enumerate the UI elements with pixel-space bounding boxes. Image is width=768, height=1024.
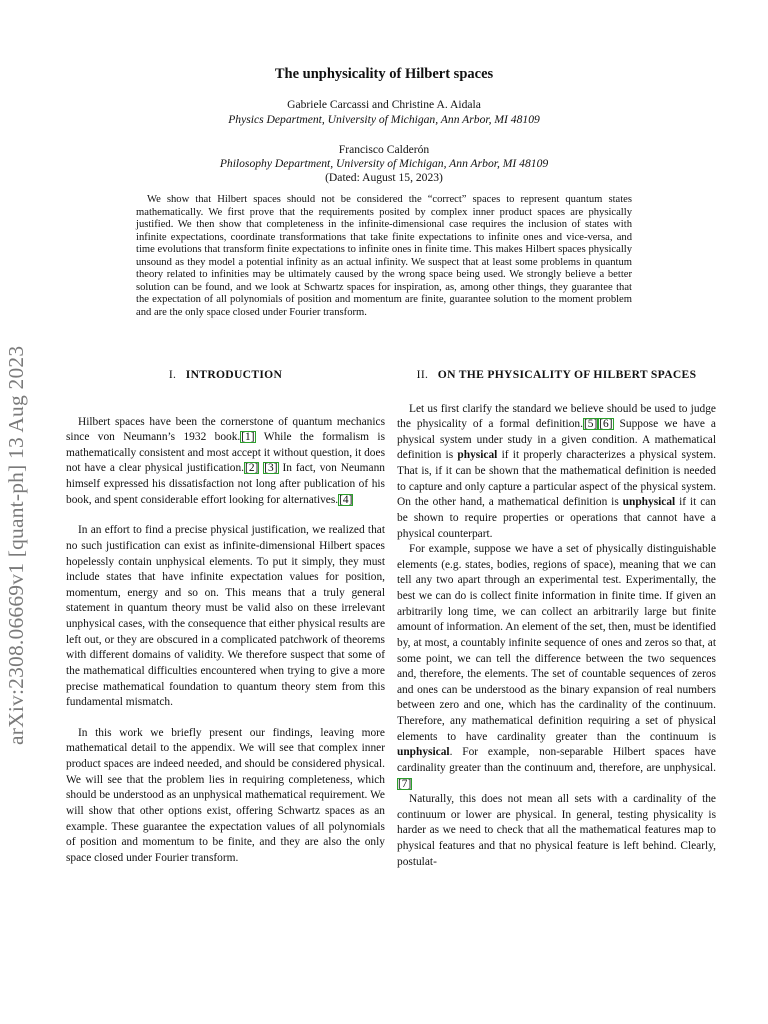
section-heading-introduction xyxy=(66,368,385,382)
date-line: (Dated: August 15, 2023) xyxy=(325,171,443,184)
citation-link[interactable]: [4] xyxy=(339,493,353,506)
citation-link[interactable]: [5] xyxy=(583,418,598,431)
text-run: For example, suppose we have a set of physically distinguishable elements (e.g. states, bodies, regions of space), meaning that we can tell any two apart through an experimental test. Experimentally, the best we can do is collect finite information in finite time. If given an arbitrarily long time, we can collect an arbitrarily large but finite amount of information. An element of the set, then, must be identified by, at most, a countably infinite sequence of ones and zeros so that, at some point, we can tell the difference between the two sequences and, therefore, the elements. The set of countable sequences of zeros and ones can be understood as the binary expansion of real numbers between zero and one, which has the cardinality of the continuum. Therefore, any mathematical definition requiring a set of physical elements to have cardinality greater than the continuum is xyxy=(397,543,716,743)
authors-group-1: Gabriele Carcassi and Christine A. Aidala xyxy=(287,98,481,111)
text-run: if it properly characterizes a physical system. That is, if it can be shown that the mathematical definition is needed to capture and only capture a particular aspect of the physical system. On the other hand, a mathematical definition is xyxy=(397,449,716,509)
section-number: I. xyxy=(168,368,177,381)
physicality-paragraph-3: Naturally, this does not mean all sets with a cardinality of the continuum or lower are physical. In general, testing physicality is harder as we need to check that all the mathematical features map to physical features and that no physical feature is left behind. Clearly, postulat- xyxy=(397,793,716,868)
intro-paragraph-3: In this work we briefly present our findings, leaving more mathematical detail to the appendix. We will see that complex inner product spaces are indeed needed, and should be considered physical. We will see that the problem lies in requiring completeness, which should be understood as an unphysical mathematical requirement. We will show that other options exist, offering Schwartz spaces as an example. These guarantee the expectation values of all polynomials of position and momentum to be finite, and they are also the only space closed under Fourier transform. xyxy=(66,726,385,864)
emphasis-unphysical: unphysical xyxy=(622,496,676,509)
citation-link[interactable]: [7] xyxy=(398,777,412,790)
text-run: While the formalism is mathematically consistent and most accept it without question, it does not have a clear physical justification. xyxy=(66,431,385,475)
citation-link[interactable]: [2] xyxy=(245,462,259,475)
affiliation-2: Philosophy Department, University of Michigan, Ann Arbor, MI 48109 xyxy=(219,157,549,170)
citation-link[interactable]: [1] xyxy=(241,431,255,444)
text-run: if it can be shown to require properties or operations that cannot have a physical counterpart. xyxy=(397,496,717,540)
right-column xyxy=(397,368,716,870)
affiliation-1: Physics Department, University of Michigan, Ann Arbor, MI 48109 xyxy=(228,113,540,126)
section-title: ON THE PHYSICALITY OF HILBERT SPACES xyxy=(437,368,697,381)
text-run: Hilbert spaces have been the cornerstone of quantum mechanics since von Neumann’s 1932 book. xyxy=(66,415,385,444)
intro-paragraph-2: In an effort to find a precise physical justification, we realized that no such justification can exist as infinite-dimensional Hilbert spaces hopelessly contain unphysical elements. To put it simply, they must include states that have infinite expectation values for position, momentum, energy and so on. This means that a truly general statement in quantum theory must be valid also on these irrelevant unphysical cases, with the consequence that either physical results are left out, or they are obscured in a complicated patchwork of theorems with different domains of validity. We therefore suspect that some of the mathematical difficulties encountered when trying to give a more precise mathematical foundation to quantum theory stem from this fundamental mismatch. xyxy=(66,524,385,709)
left-column xyxy=(66,368,385,866)
citation-link[interactable]: [3] xyxy=(264,462,278,475)
section-number: II. xyxy=(416,368,429,381)
arxiv-identifier: arXiv:2308.06669v1 [quant-ph] 13 Aug 2023 xyxy=(4,345,28,745)
section-heading-physicality xyxy=(397,368,716,382)
physicality-paragraph-1 xyxy=(397,402,716,543)
text-run: . For example, non-separable Hilbert spaces have cardinality greater than the continuum and, therefore, are unphysical. xyxy=(397,746,716,774)
emphasis-physical: physical xyxy=(457,449,498,462)
intro-paragraph-1 xyxy=(66,415,385,509)
physicality-paragraph-2 xyxy=(397,542,716,792)
text-run: In fact, von Neumann himself expressed his dissatisfaction not long after publication of his book, and spent considerable effort looking for alternatives. xyxy=(66,462,385,506)
citation-link[interactable]: [6] xyxy=(599,418,613,431)
paper-title: The unphysicality of Hilbert spaces xyxy=(274,66,494,82)
abstract: We show that Hilbert spaces should not be considered the “correct” spaces to represent quantum states mathematically. We first prove that the requirements posited by complex inner product spaces are physically justified. We then show that completeness in the infinite-dimensional case requires the inclusion of states with infinite expectations, coordinate transformations that take finite expectations to infinite ones and vice-versa, and time evolutions that transform finite expectations to infinite ones in finite time. This makes Hilbert spaces physically unsound as they model a potential infinity as an actual infinity. We suspect that at least some problems in quantum theory related to infinities may be ultimately caused by the wrong space being used. We strongly believe a better solution can be found, and we look at Schwartz spaces for inspiration, as, among other things, they guarantee that the expectation of all polynomials of position and momentum are finite, guarantee solution to the moment problem and are the only space closed under Fourier transform. xyxy=(136,194,632,318)
text-run: Suppose we have a physical system under study in a given condition. A mathematical definition is xyxy=(397,418,716,462)
section-title: INTRODUCTION xyxy=(185,368,283,381)
authors-group-2: Francisco Calderón xyxy=(338,143,430,156)
emphasis-unphysical: unphysical xyxy=(397,746,450,759)
text-run: Let us first clarify the standard we believe should be used to judge the physicality of a formal definition. xyxy=(397,402,716,431)
